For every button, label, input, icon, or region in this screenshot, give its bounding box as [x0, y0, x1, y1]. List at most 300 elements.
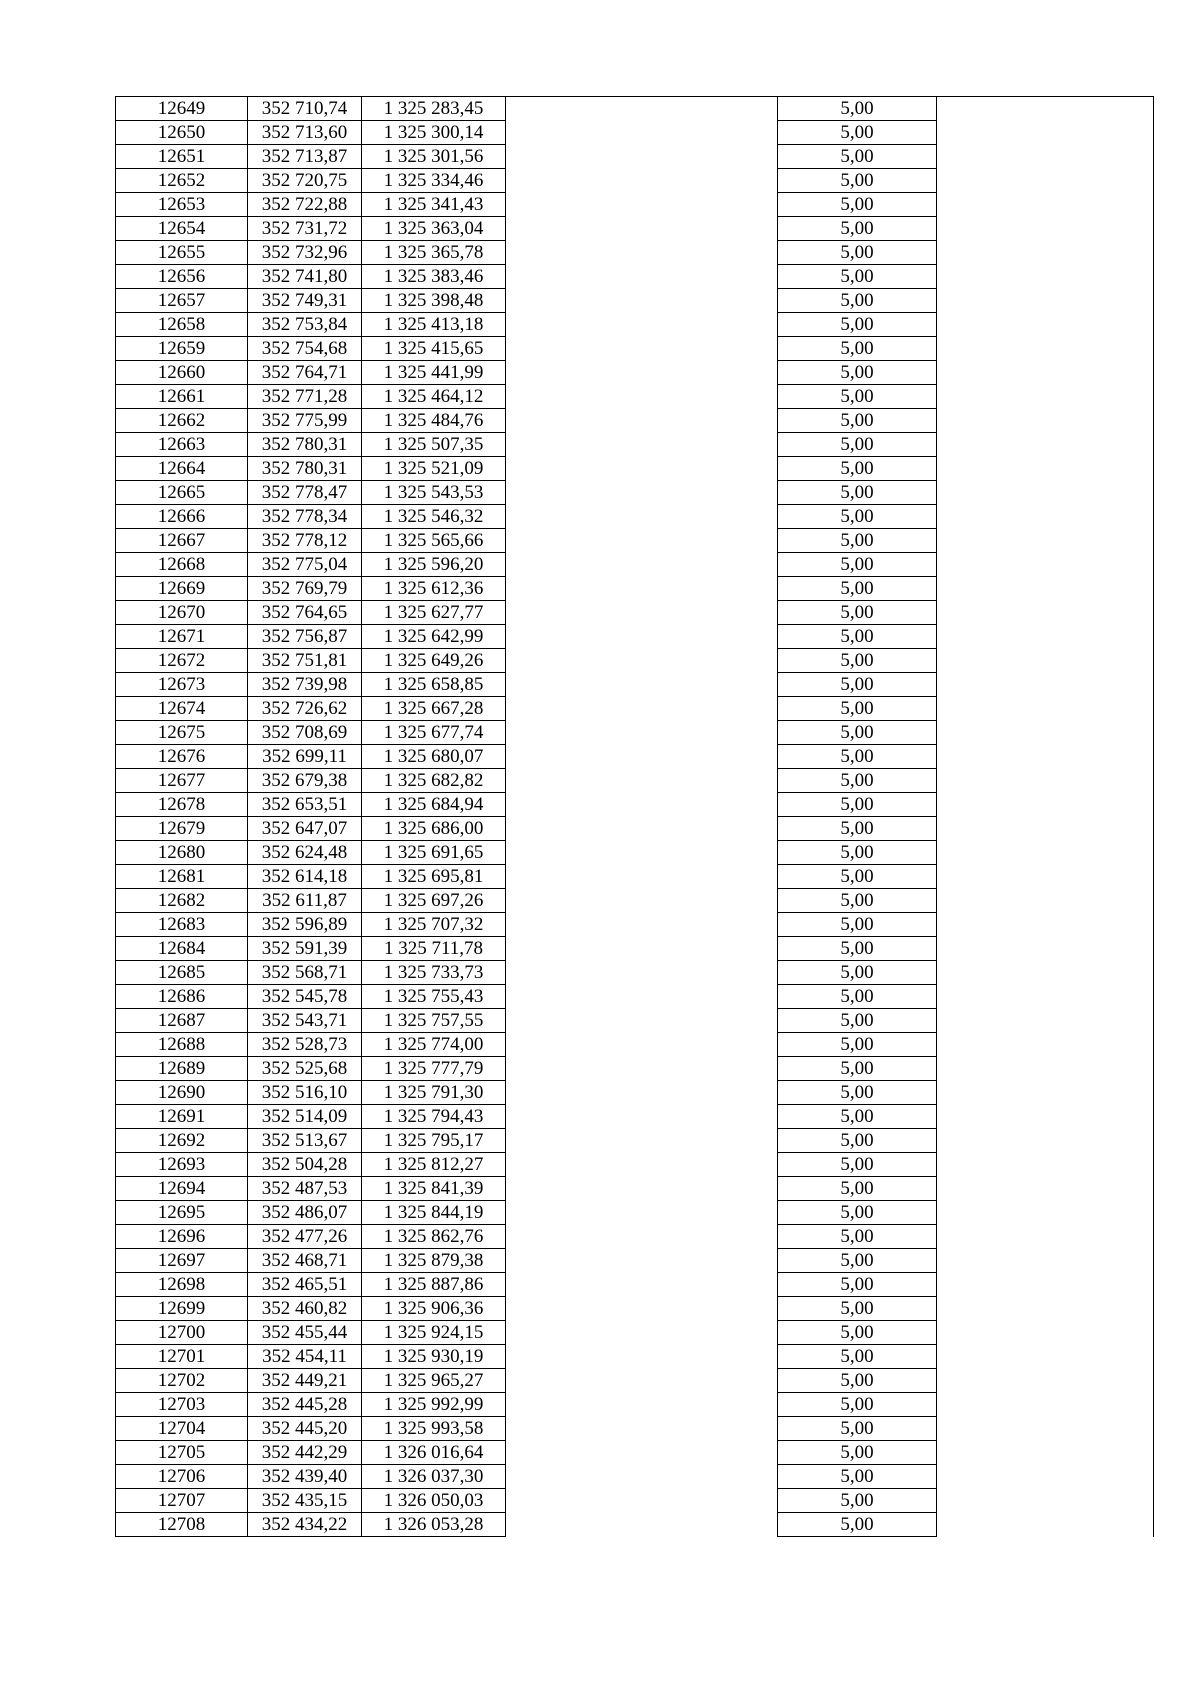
y-coordinate-cell: 1 325 300,14 [362, 121, 506, 145]
empty-cell [937, 1177, 1154, 1201]
y-coordinate-cell: 1 325 682,82 [362, 769, 506, 793]
empty-cell [937, 697, 1154, 721]
x-coordinate-cell: 352 778,12 [248, 529, 362, 553]
x-coordinate-cell: 352 653,51 [248, 793, 362, 817]
y-coordinate-cell: 1 325 757,55 [362, 1009, 506, 1033]
empty-cell [937, 865, 1154, 889]
empty-cell [937, 841, 1154, 865]
point-number-cell: 12657 [116, 289, 248, 313]
x-coordinate-cell: 352 778,47 [248, 481, 362, 505]
empty-cell [937, 1153, 1154, 1177]
y-coordinate-cell: 1 325 777,79 [362, 1057, 506, 1081]
y-coordinate-cell: 1 325 930,19 [362, 1345, 506, 1369]
value-cell: 5,00 [778, 361, 937, 385]
empty-cell [506, 793, 778, 817]
point-number-cell: 12692 [116, 1129, 248, 1153]
table-row [116, 193, 1154, 217]
empty-cell [506, 1489, 778, 1513]
x-coordinate-cell: 352 442,29 [248, 1441, 362, 1465]
y-coordinate-cell: 1 325 844,19 [362, 1201, 506, 1225]
empty-cell [937, 313, 1154, 337]
coordinates-table-body [116, 97, 1154, 1537]
empty-cell [506, 1273, 778, 1297]
empty-cell [506, 1297, 778, 1321]
y-coordinate-cell: 1 325 398,48 [362, 289, 506, 313]
empty-cell [506, 1153, 778, 1177]
table-row [116, 793, 1154, 817]
point-number-cell: 12701 [116, 1345, 248, 1369]
empty-cell [937, 1513, 1154, 1537]
empty-cell [506, 97, 778, 121]
empty-cell [937, 505, 1154, 529]
empty-cell [506, 1105, 778, 1129]
empty-cell [937, 529, 1154, 553]
empty-cell [937, 217, 1154, 241]
point-number-cell: 12678 [116, 793, 248, 817]
table-row [116, 721, 1154, 745]
empty-cell [506, 721, 778, 745]
table-row [116, 529, 1154, 553]
x-coordinate-cell: 352 679,38 [248, 769, 362, 793]
empty-cell [937, 1369, 1154, 1393]
table-row [116, 1441, 1154, 1465]
table-row [116, 1513, 1154, 1537]
point-number-cell: 12680 [116, 841, 248, 865]
empty-cell [506, 865, 778, 889]
point-number-cell: 12697 [116, 1249, 248, 1273]
empty-cell [506, 265, 778, 289]
y-coordinate-cell: 1 325 642,99 [362, 625, 506, 649]
empty-cell [506, 1081, 778, 1105]
table-row [116, 1297, 1154, 1321]
point-number-cell: 12696 [116, 1225, 248, 1249]
x-coordinate-cell: 352 764,71 [248, 361, 362, 385]
empty-cell [506, 1465, 778, 1489]
y-coordinate-cell: 1 325 283,45 [362, 97, 506, 121]
y-coordinate-cell: 1 325 993,58 [362, 1417, 506, 1441]
y-coordinate-cell: 1 325 795,17 [362, 1129, 506, 1153]
value-cell: 5,00 [778, 1153, 937, 1177]
empty-cell [506, 217, 778, 241]
value-cell: 5,00 [778, 433, 937, 457]
value-cell: 5,00 [778, 145, 937, 169]
table-row [116, 1009, 1154, 1033]
y-coordinate-cell: 1 325 906,36 [362, 1297, 506, 1321]
empty-cell [506, 409, 778, 433]
point-number-cell: 12702 [116, 1369, 248, 1393]
table-row [116, 913, 1154, 937]
table-row [116, 1345, 1154, 1369]
y-coordinate-cell: 1 326 053,28 [362, 1513, 506, 1537]
empty-cell [937, 457, 1154, 481]
y-coordinate-cell: 1 325 812,27 [362, 1153, 506, 1177]
value-cell: 5,00 [778, 745, 937, 769]
point-number-cell: 12684 [116, 937, 248, 961]
table-row [116, 577, 1154, 601]
point-number-cell: 12704 [116, 1417, 248, 1441]
table-row [116, 985, 1154, 1009]
empty-cell [937, 1201, 1154, 1225]
empty-cell [937, 1273, 1154, 1297]
table-row [116, 1273, 1154, 1297]
value-cell: 5,00 [778, 529, 937, 553]
x-coordinate-cell: 352 764,65 [248, 601, 362, 625]
x-coordinate-cell: 352 756,87 [248, 625, 362, 649]
empty-cell [506, 937, 778, 961]
y-coordinate-cell: 1 325 686,00 [362, 817, 506, 841]
x-coordinate-cell: 352 751,81 [248, 649, 362, 673]
point-number-cell: 12690 [116, 1081, 248, 1105]
empty-cell [506, 745, 778, 769]
y-coordinate-cell: 1 325 887,86 [362, 1273, 506, 1297]
empty-cell [506, 961, 778, 985]
empty-cell [937, 1417, 1154, 1441]
table-row [116, 1153, 1154, 1177]
value-cell: 5,00 [778, 1273, 937, 1297]
point-number-cell: 12695 [116, 1201, 248, 1225]
x-coordinate-cell: 352 543,71 [248, 1009, 362, 1033]
x-coordinate-cell: 352 545,78 [248, 985, 362, 1009]
coordinates-table [115, 96, 1154, 1537]
table-row [116, 673, 1154, 697]
point-number-cell: 12708 [116, 1513, 248, 1537]
y-coordinate-cell: 1 325 543,53 [362, 481, 506, 505]
empty-cell [937, 145, 1154, 169]
value-cell: 5,00 [778, 1297, 937, 1321]
point-number-cell: 12703 [116, 1393, 248, 1417]
y-coordinate-cell: 1 325 441,99 [362, 361, 506, 385]
y-coordinate-cell: 1 325 565,66 [362, 529, 506, 553]
table-row [116, 457, 1154, 481]
y-coordinate-cell: 1 325 791,30 [362, 1081, 506, 1105]
empty-cell [937, 889, 1154, 913]
empty-cell [506, 193, 778, 217]
y-coordinate-cell: 1 325 334,46 [362, 169, 506, 193]
table-row [116, 1105, 1154, 1129]
y-coordinate-cell: 1 325 992,99 [362, 1393, 506, 1417]
empty-cell [506, 1393, 778, 1417]
empty-cell [937, 817, 1154, 841]
empty-cell [506, 241, 778, 265]
empty-cell [506, 889, 778, 913]
point-number-cell: 12661 [116, 385, 248, 409]
table-row [116, 1129, 1154, 1153]
x-coordinate-cell: 352 445,28 [248, 1393, 362, 1417]
point-number-cell: 12698 [116, 1273, 248, 1297]
y-coordinate-cell: 1 325 707,32 [362, 913, 506, 937]
empty-cell [506, 769, 778, 793]
x-coordinate-cell: 352 775,04 [248, 553, 362, 577]
empty-cell [937, 385, 1154, 409]
value-cell: 5,00 [778, 1321, 937, 1345]
value-cell: 5,00 [778, 313, 937, 337]
value-cell: 5,00 [778, 409, 937, 433]
x-coordinate-cell: 352 754,68 [248, 337, 362, 361]
value-cell: 5,00 [778, 1057, 937, 1081]
value-cell: 5,00 [778, 289, 937, 313]
y-coordinate-cell: 1 325 649,26 [362, 649, 506, 673]
table-row [116, 169, 1154, 193]
value-cell: 5,00 [778, 577, 937, 601]
empty-cell [506, 1177, 778, 1201]
empty-cell [937, 1321, 1154, 1345]
empty-cell [506, 817, 778, 841]
empty-cell [506, 697, 778, 721]
empty-cell [937, 649, 1154, 673]
x-coordinate-cell: 352 455,44 [248, 1321, 362, 1345]
point-number-cell: 12691 [116, 1105, 248, 1129]
y-coordinate-cell: 1 325 612,36 [362, 577, 506, 601]
value-cell: 5,00 [778, 1081, 937, 1105]
x-coordinate-cell: 352 611,87 [248, 889, 362, 913]
empty-cell [937, 481, 1154, 505]
empty-cell [937, 1489, 1154, 1513]
table-row [116, 937, 1154, 961]
point-number-cell: 12662 [116, 409, 248, 433]
x-coordinate-cell: 352 739,98 [248, 673, 362, 697]
value-cell: 5,00 [778, 961, 937, 985]
x-coordinate-cell: 352 434,22 [248, 1513, 362, 1537]
empty-cell [937, 289, 1154, 313]
point-number-cell: 12659 [116, 337, 248, 361]
table-row [116, 337, 1154, 361]
table-row [116, 1081, 1154, 1105]
point-number-cell: 12676 [116, 745, 248, 769]
value-cell: 5,00 [778, 1033, 937, 1057]
empty-cell [506, 673, 778, 697]
table-row [116, 1249, 1154, 1273]
empty-cell [937, 1057, 1154, 1081]
x-coordinate-cell: 352 568,71 [248, 961, 362, 985]
point-number-cell: 12694 [116, 1177, 248, 1201]
x-coordinate-cell: 352 731,72 [248, 217, 362, 241]
value-cell: 5,00 [778, 1129, 937, 1153]
value-cell: 5,00 [778, 1441, 937, 1465]
empty-cell [937, 1249, 1154, 1273]
y-coordinate-cell: 1 325 301,56 [362, 145, 506, 169]
point-number-cell: 12674 [116, 697, 248, 721]
table-row [116, 1489, 1154, 1513]
empty-cell [506, 481, 778, 505]
y-coordinate-cell: 1 325 794,43 [362, 1105, 506, 1129]
x-coordinate-cell: 352 454,11 [248, 1345, 362, 1369]
empty-cell [937, 793, 1154, 817]
value-cell: 5,00 [778, 937, 937, 961]
point-number-cell: 12706 [116, 1465, 248, 1489]
empty-cell [506, 649, 778, 673]
value-cell: 5,00 [778, 673, 937, 697]
value-cell: 5,00 [778, 865, 937, 889]
y-coordinate-cell: 1 326 016,64 [362, 1441, 506, 1465]
y-coordinate-cell: 1 325 413,18 [362, 313, 506, 337]
empty-cell [937, 1465, 1154, 1489]
table-row [116, 865, 1154, 889]
value-cell: 5,00 [778, 769, 937, 793]
point-number-cell: 12670 [116, 601, 248, 625]
value-cell: 5,00 [778, 505, 937, 529]
y-coordinate-cell: 1 325 862,76 [362, 1225, 506, 1249]
y-coordinate-cell: 1 325 507,35 [362, 433, 506, 457]
table-row [116, 961, 1154, 985]
empty-cell [506, 1369, 778, 1393]
x-coordinate-cell: 352 749,31 [248, 289, 362, 313]
empty-cell [937, 1393, 1154, 1417]
table-row [116, 361, 1154, 385]
table-row [116, 265, 1154, 289]
y-coordinate-cell: 1 325 733,73 [362, 961, 506, 985]
y-coordinate-cell: 1 325 627,77 [362, 601, 506, 625]
empty-cell [937, 433, 1154, 457]
point-number-cell: 12650 [116, 121, 248, 145]
x-coordinate-cell: 352 624,48 [248, 841, 362, 865]
point-number-cell: 12687 [116, 1009, 248, 1033]
x-coordinate-cell: 352 439,40 [248, 1465, 362, 1489]
table-row [116, 697, 1154, 721]
table-row [116, 121, 1154, 145]
point-number-cell: 12681 [116, 865, 248, 889]
y-coordinate-cell: 1 325 680,07 [362, 745, 506, 769]
empty-cell [937, 1033, 1154, 1057]
x-coordinate-cell: 352 487,53 [248, 1177, 362, 1201]
x-coordinate-cell: 352 778,34 [248, 505, 362, 529]
x-coordinate-cell: 352 726,62 [248, 697, 362, 721]
value-cell: 5,00 [778, 697, 937, 721]
empty-cell [937, 601, 1154, 625]
empty-cell [937, 97, 1154, 121]
table-row [116, 1369, 1154, 1393]
table-row [116, 1417, 1154, 1441]
table-row [116, 745, 1154, 769]
y-coordinate-cell: 1 325 596,20 [362, 553, 506, 577]
value-cell: 5,00 [778, 385, 937, 409]
empty-cell [506, 913, 778, 937]
empty-cell [506, 1009, 778, 1033]
table-row [116, 481, 1154, 505]
empty-cell [937, 961, 1154, 985]
empty-cell [506, 1225, 778, 1249]
empty-cell [937, 769, 1154, 793]
point-number-cell: 12653 [116, 193, 248, 217]
table-row [116, 553, 1154, 577]
empty-cell [506, 1345, 778, 1369]
y-coordinate-cell: 1 326 050,03 [362, 1489, 506, 1513]
y-coordinate-cell: 1 325 383,46 [362, 265, 506, 289]
table-row [116, 505, 1154, 529]
value-cell: 5,00 [778, 1465, 937, 1489]
empty-cell [937, 1441, 1154, 1465]
value-cell: 5,00 [778, 1201, 937, 1225]
value-cell: 5,00 [778, 601, 937, 625]
table-row [116, 433, 1154, 457]
point-number-cell: 12663 [116, 433, 248, 457]
point-number-cell: 12679 [116, 817, 248, 841]
empty-cell [937, 1081, 1154, 1105]
table-row [116, 313, 1154, 337]
table-row [116, 289, 1154, 313]
y-coordinate-cell: 1 325 546,32 [362, 505, 506, 529]
empty-cell [506, 1057, 778, 1081]
value-cell: 5,00 [778, 1369, 937, 1393]
empty-cell [506, 625, 778, 649]
y-coordinate-cell: 1 325 924,15 [362, 1321, 506, 1345]
point-number-cell: 12672 [116, 649, 248, 673]
point-number-cell: 12677 [116, 769, 248, 793]
empty-cell [506, 433, 778, 457]
x-coordinate-cell: 352 708,69 [248, 721, 362, 745]
value-cell: 5,00 [778, 1009, 937, 1033]
table-row [116, 817, 1154, 841]
point-number-cell: 12671 [116, 625, 248, 649]
empty-cell [506, 1513, 778, 1537]
x-coordinate-cell: 352 713,87 [248, 145, 362, 169]
value-cell: 5,00 [778, 1513, 937, 1537]
point-number-cell: 12686 [116, 985, 248, 1009]
empty-cell [506, 1441, 778, 1465]
empty-cell [506, 457, 778, 481]
value-cell: 5,00 [778, 457, 937, 481]
table-row [116, 601, 1154, 625]
point-number-cell: 12705 [116, 1441, 248, 1465]
point-number-cell: 12649 [116, 97, 248, 121]
x-coordinate-cell: 352 445,20 [248, 1417, 362, 1441]
value-cell: 5,00 [778, 1225, 937, 1249]
point-number-cell: 12682 [116, 889, 248, 913]
point-number-cell: 12665 [116, 481, 248, 505]
y-coordinate-cell: 1 325 484,76 [362, 409, 506, 433]
y-coordinate-cell: 1 325 684,94 [362, 793, 506, 817]
table-row [116, 217, 1154, 241]
point-number-cell: 12652 [116, 169, 248, 193]
value-cell: 5,00 [778, 193, 937, 217]
empty-cell [937, 361, 1154, 385]
y-coordinate-cell: 1 325 695,81 [362, 865, 506, 889]
empty-cell [506, 1321, 778, 1345]
table-row [116, 97, 1154, 121]
empty-cell [506, 985, 778, 1009]
x-coordinate-cell: 352 528,73 [248, 1033, 362, 1057]
x-coordinate-cell: 352 514,09 [248, 1105, 362, 1129]
empty-cell [937, 169, 1154, 193]
table-row [116, 241, 1154, 265]
x-coordinate-cell: 352 713,60 [248, 121, 362, 145]
value-cell: 5,00 [778, 553, 937, 577]
y-coordinate-cell: 1 325 667,28 [362, 697, 506, 721]
table-row [116, 1201, 1154, 1225]
table-row [116, 1057, 1154, 1081]
value-cell: 5,00 [778, 721, 937, 745]
empty-cell [937, 1105, 1154, 1129]
x-coordinate-cell: 352 486,07 [248, 1201, 362, 1225]
empty-cell [937, 1225, 1154, 1249]
value-cell: 5,00 [778, 337, 937, 361]
y-coordinate-cell: 1 325 365,78 [362, 241, 506, 265]
point-number-cell: 12689 [116, 1057, 248, 1081]
empty-cell [506, 841, 778, 865]
y-coordinate-cell: 1 325 677,74 [362, 721, 506, 745]
table-row [116, 1321, 1154, 1345]
x-coordinate-cell: 352 780,31 [248, 433, 362, 457]
empty-cell [506, 577, 778, 601]
y-coordinate-cell: 1 326 037,30 [362, 1465, 506, 1489]
x-coordinate-cell: 352 465,51 [248, 1273, 362, 1297]
x-coordinate-cell: 352 771,28 [248, 385, 362, 409]
point-number-cell: 12651 [116, 145, 248, 169]
point-number-cell: 12656 [116, 265, 248, 289]
empty-cell [937, 241, 1154, 265]
point-number-cell: 12693 [116, 1153, 248, 1177]
value-cell: 5,00 [778, 1489, 937, 1513]
point-number-cell: 12660 [116, 361, 248, 385]
